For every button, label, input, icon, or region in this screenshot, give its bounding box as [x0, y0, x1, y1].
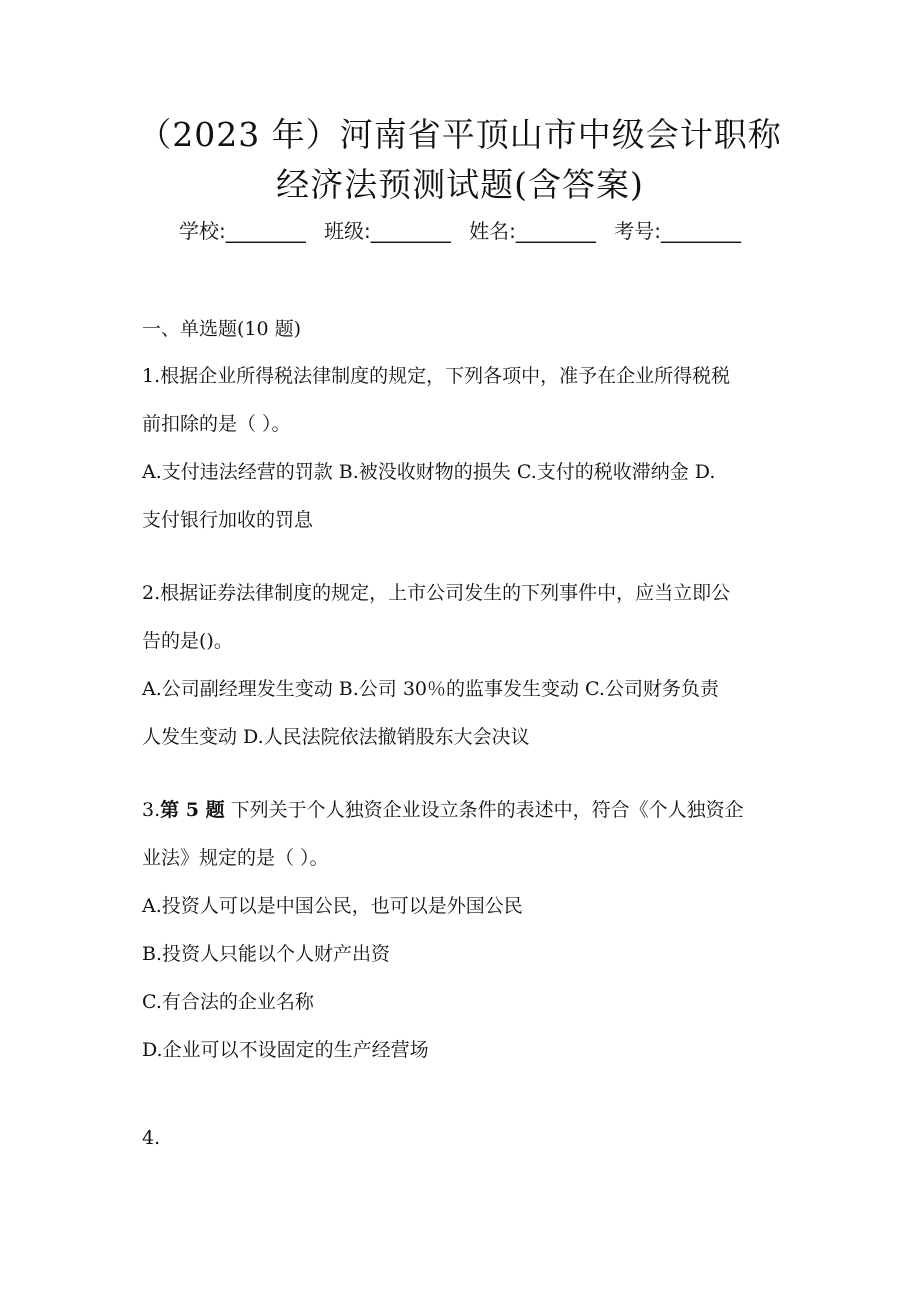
document-title-line2: 经济法预测试题(含答案)	[276, 165, 644, 204]
question-2-options-line1: A.公司副经理发生变动 B.公司 30％的监事发生变动 C.公司财务负责	[142, 678, 719, 700]
question-2-options-line2: 人发生变动 D.人民法院依法撤销股东大会决议	[142, 726, 530, 748]
question-3-option-b: B.投资人只能以个人财产出资	[142, 943, 391, 965]
question-3-option-d: D.企业可以不设固定的生产经营场	[142, 1039, 429, 1061]
question-2-stem-line1: 2.根据证券法律制度的规定，上市公司发生的下列事件中，应当立即公	[142, 582, 731, 604]
class-field: 班级:________	[324, 219, 451, 243]
section-heading: 一、单选题(10 题)	[142, 318, 302, 340]
name-field: 姓名:________	[469, 219, 596, 243]
question-3-label: 第 5 题	[160, 799, 225, 821]
exam-number-field: 考号:________	[614, 219, 742, 243]
question-1-stem-line1: 1.根据企业所得税法律制度的规定，下列各项中，准予在企业所得税税	[142, 365, 731, 387]
question-3-option-c: C.有合法的企业名称	[142, 991, 314, 1013]
question-1-stem-line2: 前扣除的是（ ）。	[142, 413, 291, 435]
question-3-option-a: A.投资人可以是中国公民，也可以是外国公民	[142, 895, 523, 917]
question-3-stem-line1	[142, 795, 792, 825]
school-field: 学校:________	[178, 219, 306, 243]
question-3-stem-text: 下列关于个人独资企业设立条件的表述中，符合《个人独资企	[224, 799, 744, 821]
student-info-row	[0, 216, 920, 246]
question-3-stem-line2: 业法》规定的是（ ）。	[142, 847, 329, 869]
document-title-line1: （2023 年）河南省平顶山市中级会计职称	[138, 115, 782, 154]
question-1-options-line1: A.支付违法经营的罚款 B.被没收财物的损失 C.支付的税收滞纳金 D.	[142, 461, 716, 483]
question-4-number: 4.	[142, 1127, 161, 1149]
question-2-stem-line2: 告的是()。	[142, 630, 233, 652]
question-3-number: 3.	[142, 799, 161, 821]
question-1-options-line2: 支付银行加收的罚息	[142, 509, 314, 531]
